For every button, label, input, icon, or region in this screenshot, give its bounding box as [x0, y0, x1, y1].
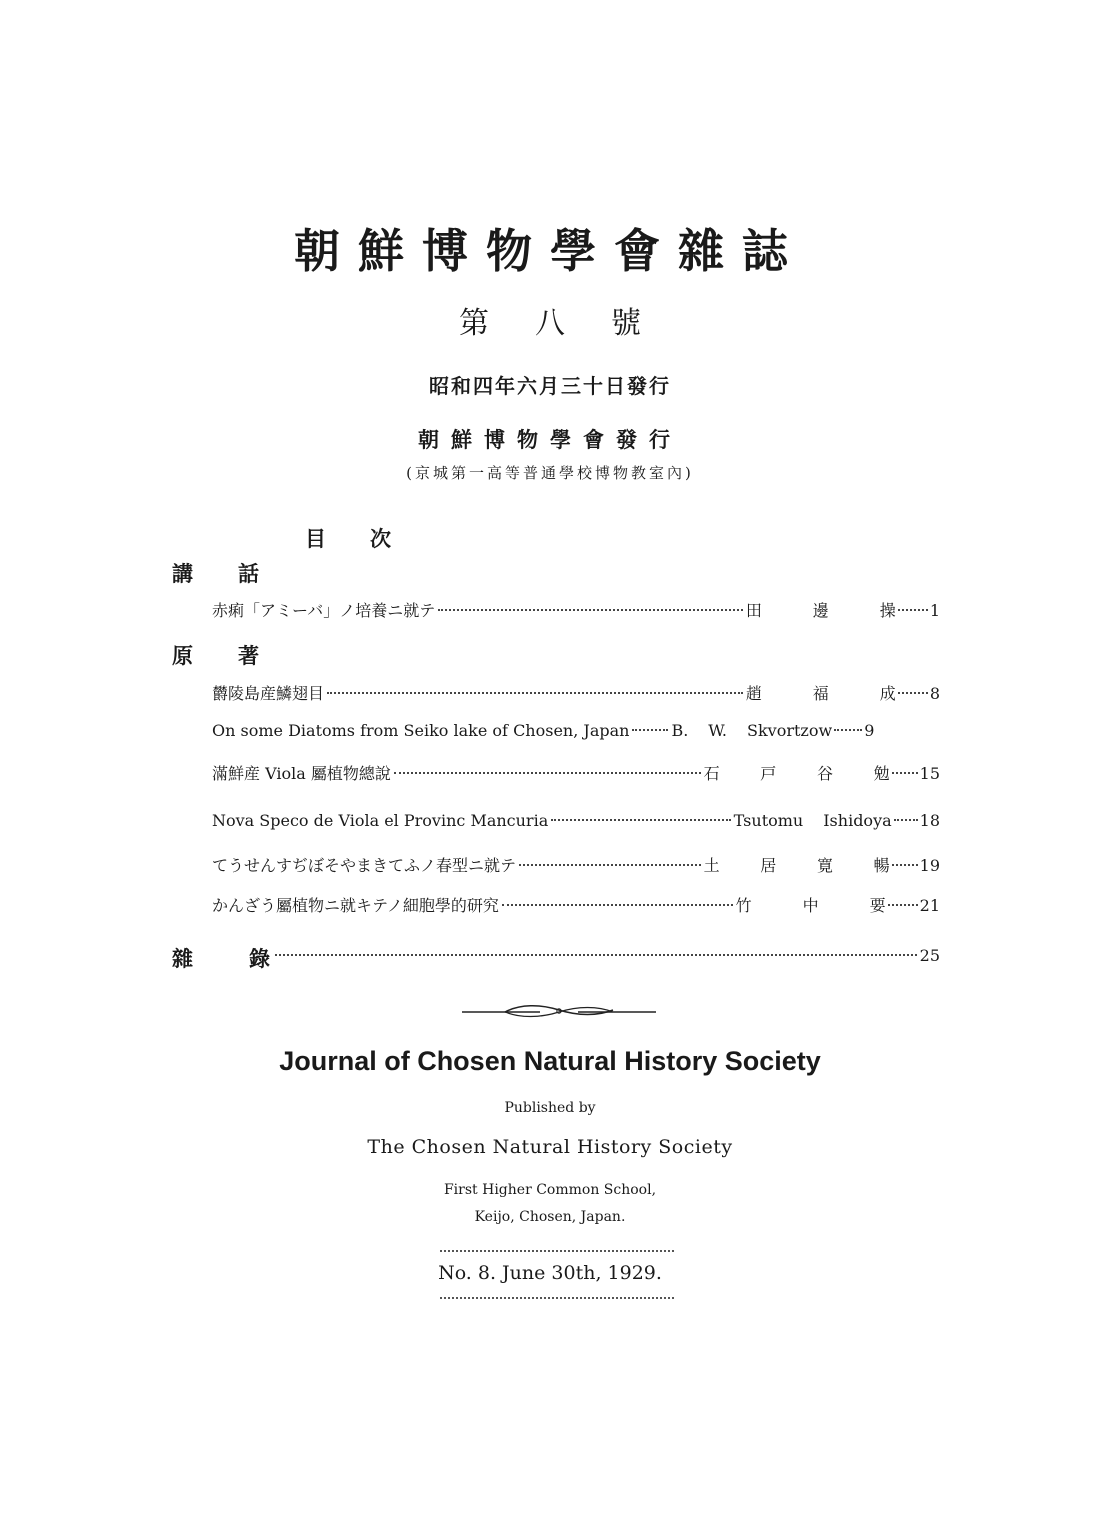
toc-entry-page: 25 [919, 946, 940, 965]
issue-number-jp: 第八號 [459, 306, 687, 341]
toc-entry-6[interactable] [212, 853, 940, 877]
leader-dots [834, 729, 862, 731]
leader-dots [632, 729, 668, 731]
toc-entry-7[interactable] [212, 893, 940, 917]
ornament-divider [460, 1000, 658, 1022]
leader-dots [502, 904, 733, 906]
dotted-rule [440, 1250, 674, 1252]
leader-dots [892, 864, 918, 866]
leader-dots [888, 904, 918, 906]
leader-dots [394, 772, 701, 774]
toc-section-lectures: 講話 [172, 561, 304, 586]
publication-date-jp: 昭和四年六月三十日發行 [429, 374, 671, 398]
toc-entry-title: 欝陵島産鱗翅目 [212, 684, 325, 703]
toc-entry-title: Nova Speco de Viola el Provinc Mancuria [212, 811, 549, 830]
leader-dots [898, 692, 928, 694]
toc-section-original-papers: 原著 [172, 643, 304, 668]
leader-dots [275, 954, 917, 956]
toc-entry-title: On some Diatoms from Seiko lake of Chosen, Japan [212, 721, 630, 740]
toc-heading: 目次 [305, 526, 435, 551]
toc-entry-title: 赤痢「アミーバ」ノ培養ニ就テ [212, 601, 436, 620]
journal-title-en: Journal of Chosen Natural History Society [279, 1046, 821, 1076]
toc-entry-author: Tsutomu Ishidoya [733, 811, 892, 830]
society-name-en: The Chosen Natural History Society [367, 1136, 733, 1158]
leader-dots [894, 819, 918, 821]
toc-entry-4[interactable] [212, 761, 940, 785]
toc-entry-author: B. W. Skvortzow [671, 721, 833, 740]
publisher-address-jp: (京城第一高等普通學校博物教室內) [406, 464, 694, 482]
journal-title-jp: 朝鮮博物學會雜誌 [294, 224, 806, 278]
leader-dots [327, 692, 743, 694]
published-by-label: Published by [504, 1100, 596, 1116]
toc-entry-3[interactable] [212, 721, 940, 745]
leader-dots [551, 819, 730, 821]
toc-entry-8[interactable] [272, 946, 940, 970]
toc-entry-title: かんざう屬植物ニ就キテノ細胞學的研究 [212, 896, 499, 915]
leader-dots [898, 609, 928, 611]
publisher-jp: 朝鮮博物學會發行 [418, 427, 682, 452]
leader-dots [892, 772, 918, 774]
toc-section-miscellany: 雜錄 [172, 946, 326, 971]
toc-entry-author: 石 戸 谷 勉 [703, 764, 890, 783]
toc-entry-1[interactable] [212, 598, 940, 622]
dotted-rule [440, 1297, 674, 1299]
toc-entry-page: 9 [864, 721, 875, 740]
toc-entry-2[interactable] [212, 681, 940, 705]
toc-entry-5[interactable] [212, 811, 940, 835]
toc-entry-page: 1 [929, 601, 940, 620]
toc-entry-page: 18 [919, 811, 940, 830]
toc-entry-author: 趙 福 成 [745, 684, 896, 703]
toc-entry-page: 15 [919, 764, 940, 783]
toc-entry-title: てうせんすぢぼそやまきてふノ春型ニ就テ [212, 856, 517, 875]
school-name-en: First Higher Common School, [443, 1182, 657, 1198]
toc-entry-author: 田 邊 操 [745, 601, 896, 620]
issue-number-en: No. 8. June 30th, 1929. [438, 1262, 662, 1284]
city-en: Keijo, Chosen, Japan. [474, 1209, 626, 1225]
toc-entry-title: 滿鮮産 Viola 屬植物總說 [212, 764, 391, 783]
toc-entry-page: 8 [929, 684, 940, 703]
toc-entry-author: 土 居 寛 暢 [703, 856, 890, 875]
leader-dots [438, 609, 743, 611]
toc-entry-author: 竹 中 要 [735, 896, 886, 915]
toc-entry-page: 19 [919, 856, 940, 875]
toc-entry-page: 21 [919, 896, 940, 915]
leader-dots [519, 864, 701, 866]
